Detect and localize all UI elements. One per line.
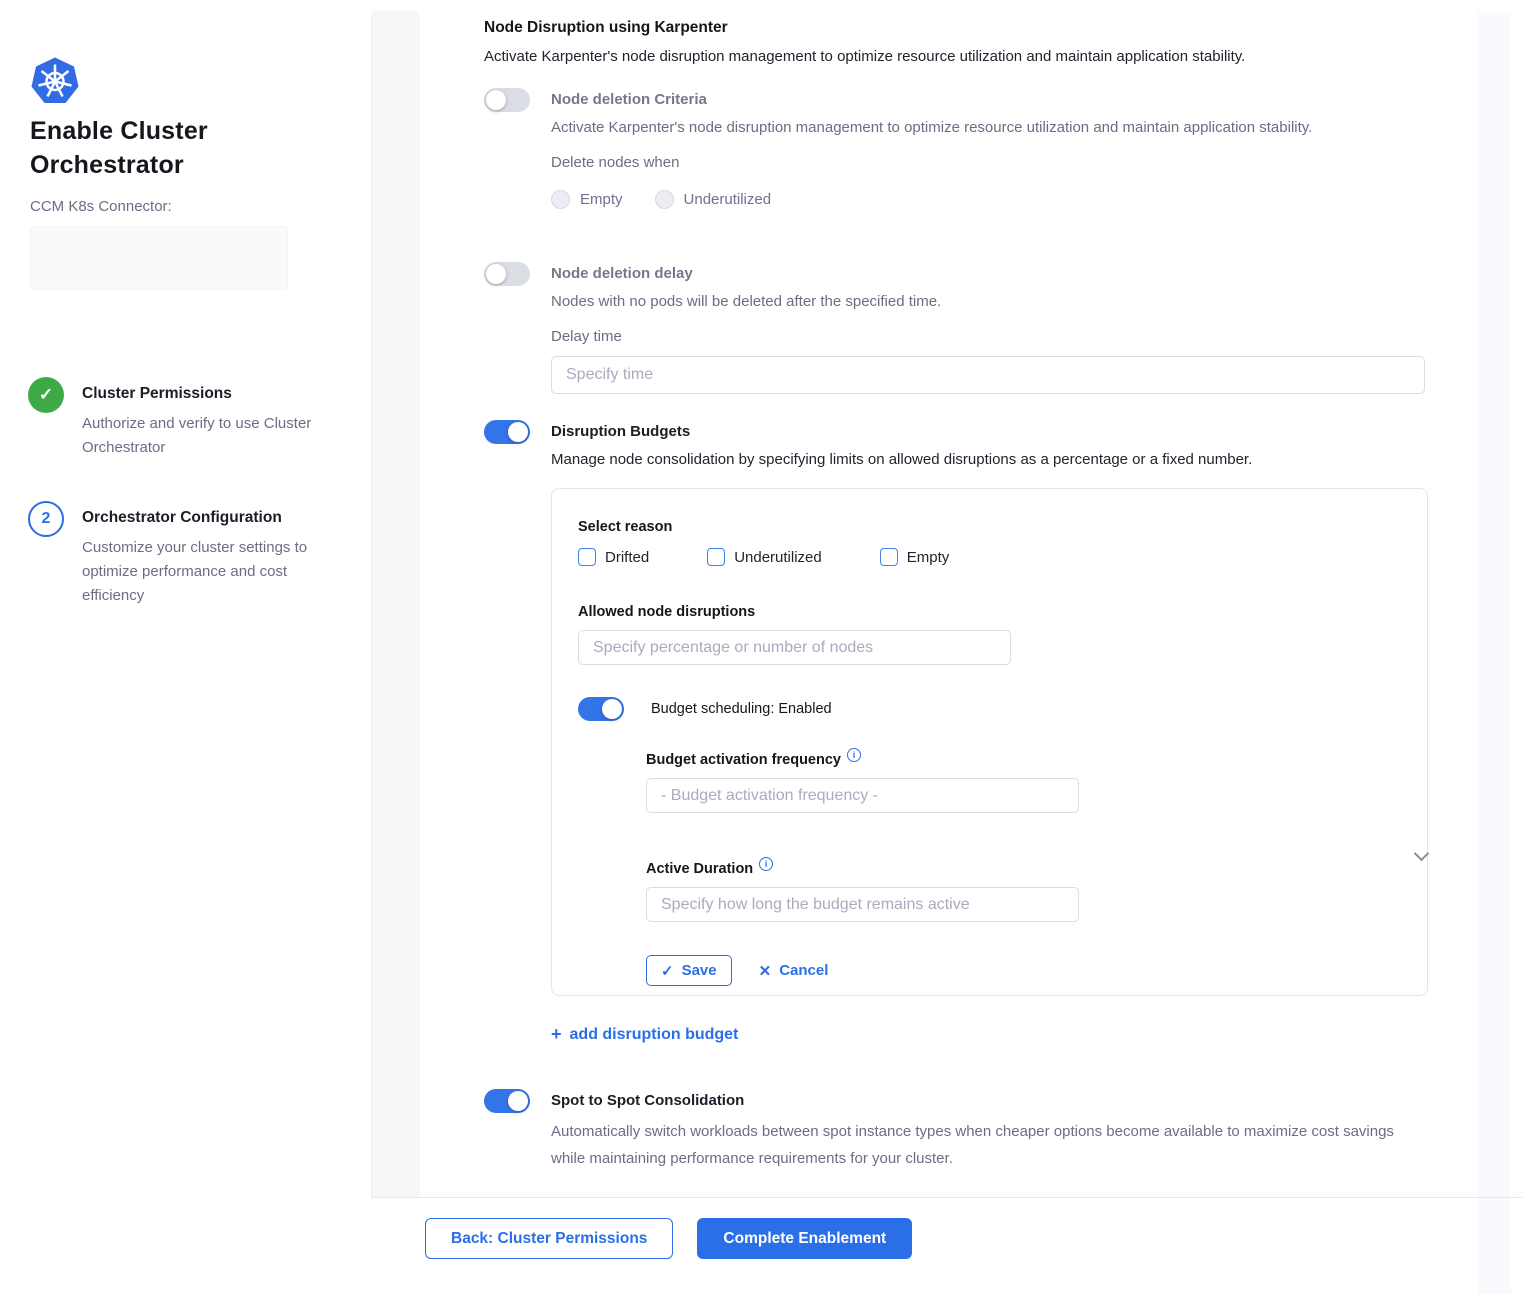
back-button[interactable]: Back: Cluster Permissions bbox=[425, 1218, 673, 1259]
right-scroll-gutter bbox=[1478, 12, 1511, 1294]
delay-time-label: Delay time bbox=[551, 328, 622, 345]
radio-icon bbox=[655, 190, 674, 209]
budget-activation-frequency-label: Budget activation frequency i bbox=[646, 748, 1401, 768]
info-icon[interactable]: i bbox=[847, 748, 861, 762]
checkbox-underutilized[interactable] bbox=[707, 548, 822, 566]
budget-scheduling-toggle[interactable] bbox=[578, 697, 624, 721]
node-deletion-criteria-label: Node deletion Criteria bbox=[551, 91, 707, 108]
budget-scheduling-label: Budget scheduling: Enabled bbox=[651, 701, 832, 717]
active-duration-input[interactable] bbox=[646, 887, 1079, 922]
spot-consolidation-section bbox=[484, 1089, 1444, 1172]
select-reason-label: Select reason bbox=[578, 519, 673, 535]
node-deletion-delay-label: Node deletion delay bbox=[551, 265, 693, 282]
disruption-budgets-label: Disruption Budgets bbox=[551, 423, 691, 440]
allowed-node-disruptions-input[interactable] bbox=[578, 630, 1011, 665]
disruption-budget-card bbox=[551, 488, 1428, 996]
delay-time-input[interactable] bbox=[551, 356, 1425, 394]
checkbox-empty[interactable] bbox=[880, 548, 950, 566]
spot-consolidation-description: Automatically switch workloads between spot instance types when cheaper options become available to maximize cost savings while maintaining performance requirements for your cluster. bbox=[551, 1123, 1394, 1167]
connector-label: CCM K8s Connector: bbox=[30, 198, 172, 215]
node-deletion-criteria-description: Activate Karpenter's node disruption management to optimize resource utilization and maintain application stability. bbox=[551, 119, 1313, 136]
allowed-node-disruptions-label: Allowed node disruptions bbox=[578, 604, 756, 620]
connector-value-redacted bbox=[30, 226, 288, 290]
checkbox-label: Underutilized bbox=[734, 548, 822, 566]
info-icon[interactable]: i bbox=[759, 857, 773, 871]
step-title: Orchestrator Configuration bbox=[82, 509, 282, 526]
delete-nodes-when-label: Delete nodes when bbox=[551, 154, 680, 171]
spot-consolidation-label: Spot to Spot Consolidation bbox=[551, 1092, 745, 1109]
spot-consolidation-toggle[interactable] bbox=[484, 1089, 530, 1113]
node-deletion-criteria-toggle[interactable] bbox=[484, 88, 530, 112]
disruption-budgets-toggle[interactable] bbox=[484, 420, 530, 444]
disruption-budgets-section bbox=[484, 420, 1428, 471]
sidebar bbox=[0, 0, 371, 1294]
step-title: Cluster Permissions bbox=[82, 385, 232, 402]
step-number-badge: 2 bbox=[28, 501, 64, 537]
node-deletion-criteria-section bbox=[484, 88, 1428, 209]
complete-enablement-button[interactable]: Complete Enablement bbox=[697, 1218, 912, 1259]
page-title: Enable Cluster Orchestrator bbox=[30, 117, 208, 179]
radio-underutilized[interactable] bbox=[655, 190, 772, 209]
checkbox-label: Empty bbox=[906, 548, 950, 566]
footer bbox=[425, 1218, 912, 1259]
step-cluster-permissions[interactable] bbox=[28, 377, 348, 460]
radio-empty[interactable] bbox=[551, 190, 623, 209]
node-deletion-delay-section bbox=[484, 262, 1428, 394]
checkbox-icon bbox=[880, 548, 898, 566]
step-description: Customize your cluster settings to optimize performance and cost efficiency bbox=[82, 539, 308, 604]
save-button[interactable]: ✓ Save bbox=[646, 955, 732, 986]
footer-divider bbox=[371, 1197, 1522, 1198]
radio-label: Underutilized bbox=[683, 191, 772, 208]
chevron-down-icon[interactable] bbox=[1414, 846, 1430, 862]
checkbox-drifted[interactable] bbox=[578, 548, 649, 566]
budget-activation-frequency-select[interactable] bbox=[646, 778, 1079, 813]
cancel-button[interactable]: ✕ Cancel bbox=[758, 962, 829, 980]
step-orchestrator-configuration[interactable] bbox=[28, 501, 348, 608]
step-description: Authorize and verify to use Cluster Orchestrator bbox=[82, 415, 312, 456]
check-icon: ✓ bbox=[661, 962, 674, 980]
content-scroll-gutter bbox=[371, 10, 420, 1197]
step-done-check-icon: ✓ bbox=[28, 377, 64, 413]
checkbox-label: Drifted bbox=[605, 548, 650, 566]
active-duration-label: Active Duration i bbox=[646, 857, 1401, 877]
disruption-budgets-description: Manage node consolidation by specifying limits on allowed disruptions as a percentage or a fixed number. bbox=[551, 451, 1253, 468]
close-icon: ✕ bbox=[758, 962, 772, 980]
node-deletion-delay-description: Nodes with no pods will be deleted after the specified time. bbox=[551, 293, 942, 310]
checkbox-icon bbox=[578, 548, 596, 566]
section-heading: Node Disruption using Karpenter bbox=[484, 19, 728, 36]
add-disruption-budget-link[interactable]: + add disruption budget bbox=[551, 1024, 739, 1044]
kubernetes-icon bbox=[30, 56, 80, 106]
plus-icon: + bbox=[551, 1024, 562, 1044]
radio-label: Empty bbox=[580, 191, 623, 208]
checkbox-icon bbox=[707, 548, 725, 566]
node-deletion-delay-toggle[interactable] bbox=[484, 262, 530, 286]
section-subheading: Activate Karpenter's node disruption management to optimize resource utilization and maintain application stability. bbox=[484, 48, 1246, 65]
radio-icon bbox=[551, 190, 570, 209]
